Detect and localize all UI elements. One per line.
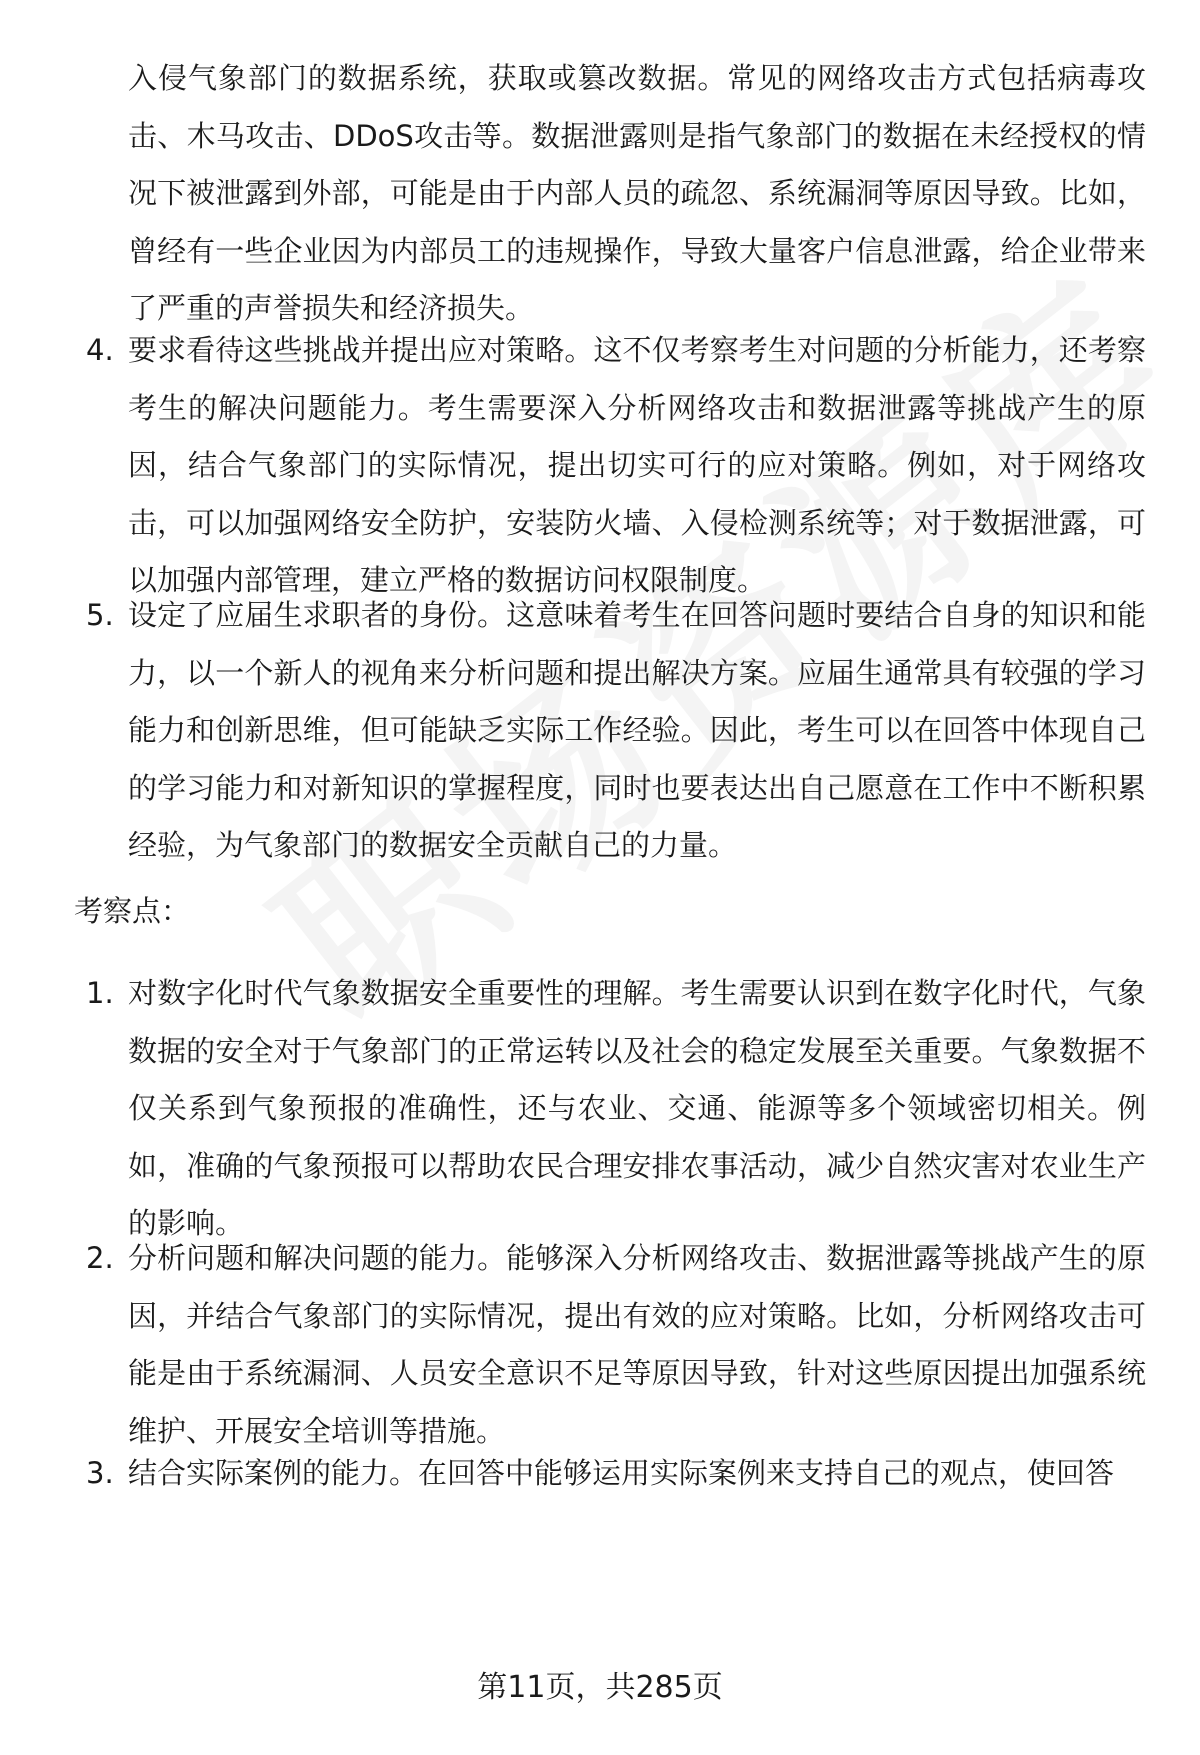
list-number: 1. <box>86 976 114 1010</box>
list-text: 分析问题和解决问题的能力。能够深入分析网络攻击、数据泄露等挑战产生的原因，并结合气象部门的实际情况，提出有效的应对策略。比如，分析网络攻击可能是由于系统漏洞、人员安全意识不足等原因导致，针对这些原因提出加强系统维护、开展安全培训等措施。 <box>128 1241 1146 1448</box>
page-number-footer: 第11页，共285页 <box>477 1670 723 1705</box>
list-text: 要求看待这些挑战并提出应对策略。这不仅考察考生对问题的分析能力，还考察考生的解决问题能力。考生需要深入分析网络攻击和数据泄露等挑战产生的原因，结合气象部门的实际情况，提出切实可行的应对策略。例如，对于网络攻击，可以加强网络安全防护，安装防火墙、入侵检测系统等；对于数据泄露，可以加强内部管理，建立严格的数据访问权限制度。 <box>128 333 1146 597</box>
list-number: 4. <box>86 333 114 367</box>
section-heading: 考察点： <box>74 894 191 928</box>
list-text: 结合实际案例的能力。在回答中能够运用实际案例来支持自己的观点，使回答 <box>128 1456 1115 1490</box>
list-number: 3. <box>86 1456 114 1490</box>
intro-paragraph: 入侵气象部门的数据系统，获取或篡改数据。常见的网络攻击方式包括病毒攻击、木马攻击、DDoS攻击等。数据泄露则是指气象部门的数据在未经授权的情况下被泄露到外部，可能是由于内部人员的疏忽、系统漏洞等原因导致。比如，曾经有一些企业因为内部员工的违规操作，导致大量客户信息泄露，给企业带来了严重的声誉损失和经济损失。 <box>128 61 1146 325</box>
list-text: 对数字化时代气象数据安全重要性的理解。考生需要认识到在数字化时代，气象数据的安全对于气象部门的正常运转以及社会的稳定发展至关重要。气象数据不仅关系到气象预报的准确性，还与农业、交通、能源等多个领域密切相关。例如，准确的气象预报可以帮助农民合理安排农事活动，减少自然灾害对农业生产的影响。 <box>128 976 1146 1240</box>
list-text: 设定了应届生求职者的身份。这意味着考生在回答问题时要结合自身的知识和能力，以一个新人的视角来分析问题和提出解决方案。应届生通常具有较强的学习能力和创新思维，但可能缺乏实际工作经验。因此，考生可以在回答中体现自己的学习能力和对新知识的掌握程度，同时也要表达出自己愿意在工作中不断积累经验，为气象部门的数据安全贡献自己的力量。 <box>128 598 1146 862</box>
list-number: 5. <box>86 598 114 632</box>
list-number: 2. <box>86 1241 114 1275</box>
